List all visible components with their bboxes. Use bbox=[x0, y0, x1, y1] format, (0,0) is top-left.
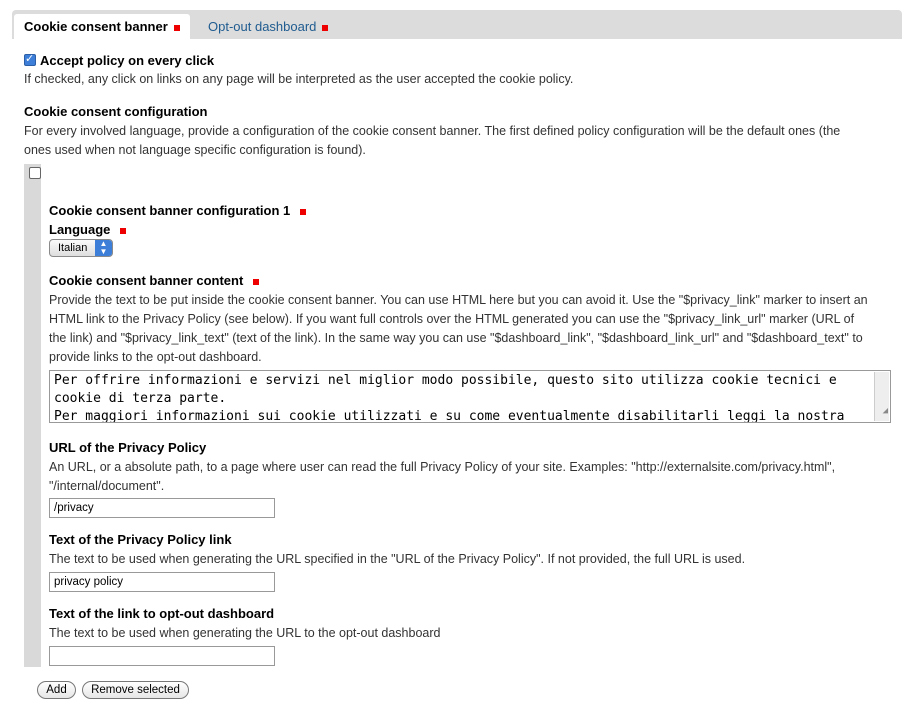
optout-input[interactable] bbox=[49, 646, 275, 666]
language-label bbox=[49, 222, 126, 237]
textarea-line: Per offrire informazioni e servizi nel miglior modo possibile, questo sito utilizza cookie tecnici e bbox=[54, 373, 837, 388]
item-title bbox=[49, 203, 306, 218]
accept-policy-help: If checked, any click on links on any page will be interpreted as the user accepted the cookie policy. bbox=[24, 72, 574, 86]
textarea-line: Per maggiori informazioni sui cookie utilizzati e su come eventualmente disabilitarli leggi la nostra bbox=[54, 409, 845, 423]
tab-label: Opt-out dashboard bbox=[208, 19, 317, 34]
accept-policy-checkbox[interactable] bbox=[24, 54, 36, 66]
privacy-text-label: Text of the Privacy Policy link bbox=[49, 532, 232, 547]
language-select[interactable] bbox=[49, 239, 113, 257]
content-help-line-3: the link) and "$privacy_link_text" (text of the link). In the same way you can use "$dashboard_link", "$dashboard_link_url" and "$dashboard_text" to bbox=[49, 331, 863, 345]
optout-label: Text of the link to opt-out dashboard bbox=[49, 606, 275, 621]
tab-cookie-consent-banner[interactable] bbox=[14, 14, 190, 39]
remove-selected-button[interactable]: Remove selected bbox=[82, 681, 189, 699]
config-help-line-1: For every involved language, provide a configuration of the cookie consent banner. The first defined policy configuration will be the default ones (the bbox=[24, 124, 841, 138]
language-label-text: Language bbox=[49, 222, 111, 237]
privacy-url-help-1: An URL, or a absolute path, to a page where user can read the full Privacy Policy of your site. Examples: "http://externalsite.com/privacy.html", bbox=[49, 460, 836, 474]
content-help-line-1: Provide the text to be put inside the cookie consent banner. You can use HTML here but you can avoid it. Use the "$privacy_link" marker to insert an bbox=[49, 293, 868, 307]
language-value: Italian bbox=[58, 242, 88, 254]
content-help-line-2: HTML link to the Privacy Policy (see below). If you want full controls over the HTML generated you can use the "$privacy_link_url" marker (URL of bbox=[49, 312, 855, 326]
tab-opt-out-dashboard[interactable] bbox=[198, 14, 338, 39]
privacy-url-help-2: "/internal/document". bbox=[49, 479, 165, 493]
required-marker bbox=[120, 228, 126, 234]
privacy-text-help: The text to be used when generating the URL specified in the "URL of the Privacy Policy". If not provided, the full URL is used. bbox=[49, 552, 746, 566]
content-help-line-4: provide links to the opt-out dashboard. bbox=[49, 350, 262, 364]
config-title: Cookie consent configuration bbox=[24, 104, 208, 119]
required-marker bbox=[300, 209, 306, 215]
required-marker bbox=[253, 279, 259, 285]
select-arrows-icon: ▲ ▼ bbox=[95, 240, 112, 256]
content-label bbox=[49, 273, 259, 288]
add-button[interactable]: Add bbox=[37, 681, 76, 699]
privacy-url-input[interactable]: /privacy bbox=[49, 498, 275, 518]
content-label-text: Cookie consent banner content bbox=[49, 273, 244, 288]
content-textarea[interactable] bbox=[49, 370, 891, 423]
privacy-text-input[interactable]: privacy policy bbox=[49, 572, 275, 592]
accept-policy-label: Accept policy on every click bbox=[40, 53, 215, 68]
fieldset-selector-bar bbox=[24, 164, 41, 667]
tab-bar bbox=[12, 10, 902, 39]
item-title-text: Cookie consent banner configuration 1 bbox=[49, 203, 291, 218]
privacy-url-label: URL of the Privacy Policy bbox=[49, 440, 207, 455]
select-item-checkbox[interactable] bbox=[29, 167, 41, 179]
optout-help: The text to be used when generating the URL to the opt-out dashboard bbox=[49, 626, 441, 640]
textarea-line: cookie di terza parte. bbox=[54, 391, 227, 406]
config-help-line-2: ones used when not language specific configuration is found). bbox=[24, 143, 366, 157]
required-marker bbox=[174, 25, 180, 31]
tab-label: Cookie consent banner bbox=[24, 19, 168, 34]
resize-grip-icon[interactable]: ◢ bbox=[882, 406, 888, 416]
required-marker bbox=[322, 25, 328, 31]
